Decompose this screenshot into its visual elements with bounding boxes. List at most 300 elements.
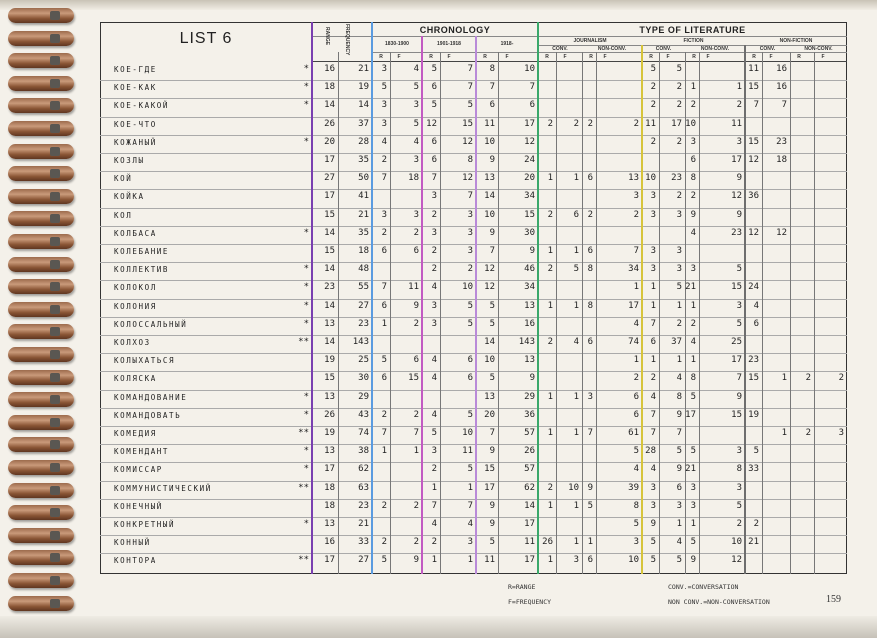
table-cell: 2 xyxy=(650,373,656,384)
table-cell: 2 xyxy=(676,82,682,93)
table-cell: 5 xyxy=(489,318,495,329)
table-cell: 1 xyxy=(467,555,473,566)
table-cell: 2 xyxy=(413,500,419,511)
table-cell: 15 xyxy=(731,282,742,293)
table-cell: 6 xyxy=(587,555,593,566)
table-cell: 7 xyxy=(381,173,387,184)
table-cell: 7 xyxy=(489,246,495,256)
binding-hole xyxy=(50,599,60,608)
word-entry: КОНТОРА xyxy=(114,556,157,566)
table-cell: 3 xyxy=(838,428,844,438)
row-rule xyxy=(100,553,847,554)
table-cell: 9 xyxy=(690,209,696,220)
table-cell: 12 xyxy=(776,227,787,238)
table-cell: 14 xyxy=(484,337,495,347)
table-cell: 9 xyxy=(736,391,742,402)
binding-hole xyxy=(50,463,60,472)
table-cell: 17 xyxy=(628,300,639,311)
table-cell: 11 xyxy=(462,446,473,457)
table-cell: 3 xyxy=(413,155,419,165)
table-cell: 23 xyxy=(776,136,787,147)
table-cell: 3 xyxy=(381,64,387,74)
table-cell: 17 xyxy=(524,118,535,129)
table-cell: 6 xyxy=(467,373,473,384)
row-rule xyxy=(100,517,847,518)
binding-ring xyxy=(8,528,74,543)
row-rule xyxy=(100,244,847,245)
table-cell: 12 xyxy=(462,173,473,184)
table-cell: 2 xyxy=(547,482,553,493)
binding-ring xyxy=(8,460,74,475)
table-cell: 6 xyxy=(753,318,759,329)
table-cell: 6 xyxy=(633,409,639,420)
type-of-literature-header: TYPE OF LITERATURE xyxy=(639,25,746,35)
table-cell: 2 xyxy=(381,227,387,238)
table-cell: 61 xyxy=(628,428,639,438)
table-cell: 55 xyxy=(358,282,369,293)
table-cell: 3 xyxy=(413,100,419,111)
table-cell: 1 xyxy=(467,482,473,493)
word-entry: КОЕ-ГДЕ xyxy=(114,65,157,74)
table-cell: 5 xyxy=(650,537,656,548)
row-rule xyxy=(100,353,847,354)
legend-frequency: F=FREQUENCY xyxy=(508,598,552,606)
table-cell: 62 xyxy=(524,482,535,493)
table-cell: 7 xyxy=(650,318,656,329)
table-cell: 6 xyxy=(489,100,495,111)
table-cell: 18 xyxy=(324,82,335,93)
binding-ring xyxy=(8,302,74,317)
table-cell: 2 xyxy=(650,82,656,93)
table-cell: 24 xyxy=(748,282,759,293)
table-cell: 10 xyxy=(568,482,579,493)
binding-hole xyxy=(50,192,60,201)
table-cell: 2 xyxy=(676,318,682,329)
table-cell: 8 xyxy=(587,264,593,275)
table-cell: 5 xyxy=(690,446,696,457)
table-cell: 27 xyxy=(358,555,369,566)
table-cell: 1 xyxy=(573,300,579,311)
table-cell: 7 xyxy=(467,64,473,74)
table-cell: 5 xyxy=(381,82,387,93)
word-entry: КОЕ-КАКОЙ xyxy=(114,101,170,111)
table-cell: 1 xyxy=(573,500,579,511)
frequency-mark: * xyxy=(303,519,309,529)
table-cell: 9 xyxy=(736,209,742,220)
table-cell: 3 xyxy=(736,482,742,493)
table-cell: 6 xyxy=(413,246,419,256)
table-cell: 1 xyxy=(573,173,579,184)
table-cell: 5 xyxy=(650,64,656,74)
table-cell: 15 xyxy=(324,373,335,384)
table-cell: 21 xyxy=(358,209,369,220)
binding-ring xyxy=(8,347,74,362)
table-cell: 6 xyxy=(431,82,437,93)
table-cell: 4 xyxy=(676,537,682,548)
table-cell: 18 xyxy=(324,482,335,493)
table-cell: 11 xyxy=(731,118,742,129)
table-cell: 16 xyxy=(776,64,787,74)
table-cell: 6 xyxy=(573,209,579,220)
f-subheader: F xyxy=(603,54,607,60)
frequency-mark: * xyxy=(303,300,309,311)
table-cell: 21 xyxy=(358,64,369,74)
table-cell: 13 xyxy=(628,173,639,184)
table-cell: 6 xyxy=(587,246,593,256)
binding-ring xyxy=(8,324,74,339)
binding-ring xyxy=(8,415,74,430)
frequency-mark: * xyxy=(303,464,309,475)
binding-hole xyxy=(50,56,60,65)
table-cell: 5 xyxy=(489,373,495,384)
table-cell: 23 xyxy=(324,282,335,293)
row-rule xyxy=(100,280,847,281)
table-cell: 7 xyxy=(381,282,387,293)
table-cell: 15 xyxy=(731,409,742,420)
header-rule xyxy=(312,36,847,37)
binding-hole xyxy=(50,553,60,562)
table-cell: 1 xyxy=(431,555,437,566)
table-cell: 5 xyxy=(676,282,682,293)
table-cell: 2 xyxy=(547,209,553,220)
frequency-mark: * xyxy=(303,227,309,238)
table-cell: 1 xyxy=(690,519,696,529)
table-cell: 3 xyxy=(431,300,437,311)
conv-header: CONV. xyxy=(552,46,568,52)
table-cell: 6 xyxy=(587,173,593,184)
table-cell: 16 xyxy=(524,318,535,329)
table-cell: 15 xyxy=(484,464,495,475)
binding-hole xyxy=(50,169,60,178)
binding-ring xyxy=(8,166,74,181)
table-cell: 1 xyxy=(431,482,437,493)
table-cell: 17 xyxy=(324,464,335,475)
binding-hole xyxy=(50,282,60,291)
table-cell: 9 xyxy=(489,519,495,529)
table-cell: 5 xyxy=(676,64,682,74)
table-cell: 2 xyxy=(467,264,473,275)
frequency-mark: * xyxy=(303,82,309,93)
word-entry: КОЕ-ЧТО xyxy=(114,119,157,129)
table-cell: 1 xyxy=(547,555,553,566)
table-cell: 13 xyxy=(324,318,335,329)
table-cell: 20 xyxy=(324,136,335,147)
table-cell: 28 xyxy=(645,446,656,457)
table-cell: 30 xyxy=(524,227,535,238)
table-cell: 1 xyxy=(690,300,696,311)
table-cell: 7 xyxy=(467,500,473,511)
table-cell: 4 xyxy=(676,373,682,384)
table-cell: 29 xyxy=(524,391,535,402)
table-cell: 3 xyxy=(431,227,437,238)
word-entry: КОЛБАСА xyxy=(114,228,157,238)
table-cell: 23 xyxy=(731,227,742,238)
table-cell: 3 xyxy=(690,264,696,275)
table-cell: 2 xyxy=(381,155,387,165)
table-cell: 15 xyxy=(324,246,335,256)
table-cell: 48 xyxy=(358,264,369,275)
table-cell: 10 xyxy=(731,537,742,548)
binding-hole xyxy=(50,147,60,156)
f-subheader: F xyxy=(706,54,710,60)
table-cell: 26 xyxy=(524,446,535,457)
table-cell: 6 xyxy=(467,355,473,366)
column-rule xyxy=(582,52,583,574)
range-header: RANGE xyxy=(324,27,330,46)
table-cell: 8 xyxy=(587,300,593,311)
table-cell: 7 xyxy=(753,100,759,111)
word-entry: КОМЕДИЯ xyxy=(114,429,157,438)
table-cell: 12 xyxy=(524,136,535,147)
table-cell: 2 xyxy=(547,337,553,347)
binding-hole xyxy=(50,237,60,246)
table-cell: 19 xyxy=(324,355,335,366)
table-cell: 11 xyxy=(524,537,535,548)
table-cell: 19 xyxy=(324,428,335,438)
row-rule xyxy=(100,390,847,391)
frequency-mark: ** xyxy=(298,482,309,493)
table-cell: 21 xyxy=(358,519,369,529)
table-cell: 8 xyxy=(676,391,682,402)
table-cell: 5 xyxy=(633,519,639,529)
table-cell: 4 xyxy=(413,136,419,147)
column-rule xyxy=(762,52,763,574)
table-cell: 17 xyxy=(324,155,335,165)
table-cell: 33 xyxy=(358,537,369,548)
table-cell: 2 xyxy=(633,373,639,384)
frequency-mark: ** xyxy=(298,337,309,347)
table-cell: 16 xyxy=(324,537,335,548)
table-cell: 21 xyxy=(748,537,759,548)
f-subheader: F xyxy=(821,54,825,60)
table-cell: 27 xyxy=(358,300,369,311)
table-cell: 4 xyxy=(753,300,759,311)
binding-ring xyxy=(8,31,74,46)
frequency-mark: * xyxy=(303,446,309,457)
table-cell: 50 xyxy=(358,173,369,184)
table-cell: 63 xyxy=(358,482,369,493)
table-cell: 18 xyxy=(324,500,335,511)
table-cell: 7 xyxy=(467,191,473,202)
table-cell: 1 xyxy=(547,428,553,438)
word-entry: КОМЕНДАНТ xyxy=(114,447,170,457)
table-cell: 2 xyxy=(753,519,759,529)
row-rule xyxy=(100,262,847,263)
row-rule xyxy=(100,462,847,463)
binding-hole xyxy=(50,531,60,540)
table-cell: 4 xyxy=(431,409,437,420)
table-cell: 11 xyxy=(408,282,419,293)
table-cell: 29 xyxy=(358,391,369,402)
table-cell: 5 xyxy=(753,446,759,457)
binding-ring xyxy=(8,189,74,204)
table-cell: 39 xyxy=(628,482,639,493)
table-cell: 1 xyxy=(690,355,696,366)
table-cell: 1 xyxy=(573,537,579,548)
table-cell: 3 xyxy=(381,118,387,129)
table-cell: 5 xyxy=(736,318,742,329)
table-cell: 2 xyxy=(690,100,696,111)
table-cell: 9 xyxy=(413,300,419,311)
table-cell: 8 xyxy=(690,173,696,184)
frequency-header: FREQUENCY xyxy=(344,24,350,56)
binding-hole xyxy=(50,260,60,269)
table-cell: 4 xyxy=(431,373,437,384)
table-cell: 5 xyxy=(489,537,495,548)
table-cell: 6 xyxy=(381,373,387,384)
table-cell: 2 xyxy=(633,209,639,220)
table-cell: 3 xyxy=(467,246,473,256)
table-cell: 5 xyxy=(467,318,473,329)
non-conv-header: NON-CONV. xyxy=(597,46,627,52)
r-subheader: R xyxy=(545,54,549,60)
table-cell: 10 xyxy=(645,173,656,184)
table-cell: 18 xyxy=(408,173,419,184)
table-cell: 4 xyxy=(650,391,656,402)
table-cell: 3 xyxy=(381,100,387,111)
binding-hole xyxy=(50,305,60,314)
row-rule xyxy=(100,153,847,154)
table-cell: 10 xyxy=(484,136,495,147)
row-rule xyxy=(100,208,847,209)
table-cell: 2 xyxy=(805,428,811,438)
frequency-mark: * xyxy=(303,391,309,402)
binding-ring xyxy=(8,76,74,91)
table-cell: 9 xyxy=(676,464,682,475)
table-cell: 3 xyxy=(431,191,437,202)
table-cell: 2 xyxy=(413,227,419,238)
table-cell: 7 xyxy=(587,428,593,438)
table-cell: 17 xyxy=(524,555,535,566)
row-rule xyxy=(100,80,847,81)
table-cell: 12 xyxy=(484,282,495,293)
table-cell: 1 xyxy=(781,373,787,384)
table-cell: 3 xyxy=(431,318,437,329)
row-rule xyxy=(100,171,847,172)
table-cell: 19 xyxy=(358,82,369,93)
r-subheader: R xyxy=(797,54,801,60)
table-cell: 9 xyxy=(489,500,495,511)
row-rule xyxy=(100,117,847,118)
table-cell: 13 xyxy=(324,519,335,529)
r-subheader: R xyxy=(752,54,756,60)
legend-conversation: CONV.=CONVERSATION xyxy=(668,583,739,591)
table-cell: 5 xyxy=(573,264,579,275)
table-cell: 7 xyxy=(529,82,535,93)
period-header: 1918- xyxy=(500,41,514,47)
binding-hole xyxy=(50,79,60,88)
table-cell: 13 xyxy=(324,391,335,402)
table-cell: 1 xyxy=(573,391,579,402)
table-cell: 7 xyxy=(431,173,437,184)
table-cell: 17 xyxy=(671,118,682,129)
row-rule xyxy=(100,408,847,409)
table-cell: 2 xyxy=(431,246,437,256)
table-cell: 23 xyxy=(671,173,682,184)
table-cell: 17 xyxy=(731,355,742,366)
table-cell: 35 xyxy=(358,227,369,238)
row-rule xyxy=(100,426,847,427)
table-cell: 5 xyxy=(690,391,696,402)
table-cell: 4 xyxy=(633,318,639,329)
binding-hole xyxy=(50,350,60,359)
table-cell: 1 xyxy=(650,355,656,366)
table-cell: 5 xyxy=(431,428,437,438)
table-cell: 2 xyxy=(573,118,579,129)
table-cell: 1 xyxy=(587,537,593,548)
table-cell: 35 xyxy=(358,155,369,165)
table-cell: 4 xyxy=(467,519,473,529)
table-cell: 1 xyxy=(736,82,742,93)
table-cell: 14 xyxy=(324,100,335,111)
frequency-mark: ** xyxy=(298,555,309,566)
binding-ring xyxy=(8,437,74,452)
table-cell: 7 xyxy=(650,409,656,420)
table-cell: 25 xyxy=(731,337,742,347)
row-rule xyxy=(100,98,847,99)
table-cell: 2 xyxy=(650,136,656,147)
binding-ring xyxy=(8,144,74,159)
table-cell: 2 xyxy=(431,537,437,548)
list-title: LIST 6 xyxy=(179,30,233,47)
binding-ring xyxy=(8,257,74,272)
table-cell: 9 xyxy=(489,155,495,165)
table-cell: 11 xyxy=(484,118,495,129)
table-cell: 15 xyxy=(324,209,335,220)
f-subheader: F xyxy=(563,54,567,60)
word-entry: КОЛЫХАТЬСЯ xyxy=(114,356,176,366)
table-cell: 7 xyxy=(413,428,419,438)
header-rule xyxy=(372,52,847,53)
non-conv-header: NON-CONV. xyxy=(804,46,833,52)
binding-hole xyxy=(50,11,60,20)
table-cell: 2 xyxy=(676,100,682,111)
table-cell: 17 xyxy=(324,555,335,566)
table-cell: 18 xyxy=(776,155,787,165)
table-cell: 2 xyxy=(413,537,419,548)
table-cell: 12 xyxy=(426,118,437,129)
binding-hole xyxy=(50,440,60,449)
word-entry: КОНЕЧНЫЙ xyxy=(114,501,163,511)
table-cell: 2 xyxy=(381,409,387,420)
table-cell: 26 xyxy=(324,409,335,420)
table-cell: 7 xyxy=(781,100,787,111)
row-rule xyxy=(100,189,847,190)
table-cell: 12 xyxy=(748,227,759,238)
row-rule xyxy=(100,499,847,500)
f-subheader: F xyxy=(666,54,670,60)
table-cell: 1 xyxy=(547,173,553,184)
word-entry: КОЛ xyxy=(114,210,133,220)
table-cell: 1 xyxy=(650,300,656,311)
word-entry: КОЛЕБАНИЕ xyxy=(114,247,170,256)
table-cell: 14 xyxy=(324,264,335,275)
table-cell: 2 xyxy=(690,191,696,202)
table-cell: 26 xyxy=(542,537,553,548)
table-cell: 5 xyxy=(467,300,473,311)
table-cell: 5 xyxy=(489,300,495,311)
row-rule xyxy=(100,535,847,536)
table-cell: 1 xyxy=(381,318,387,329)
table-cell: 8 xyxy=(633,500,639,511)
table-cell: 1 xyxy=(633,355,639,366)
table-cell: 12 xyxy=(484,264,495,275)
table-cell: 26 xyxy=(324,118,335,129)
column-rule xyxy=(790,52,791,574)
journalism-header: JOURNALISM xyxy=(573,38,607,44)
table-cell: 14 xyxy=(484,191,495,202)
table-cell: 9 xyxy=(736,173,742,184)
